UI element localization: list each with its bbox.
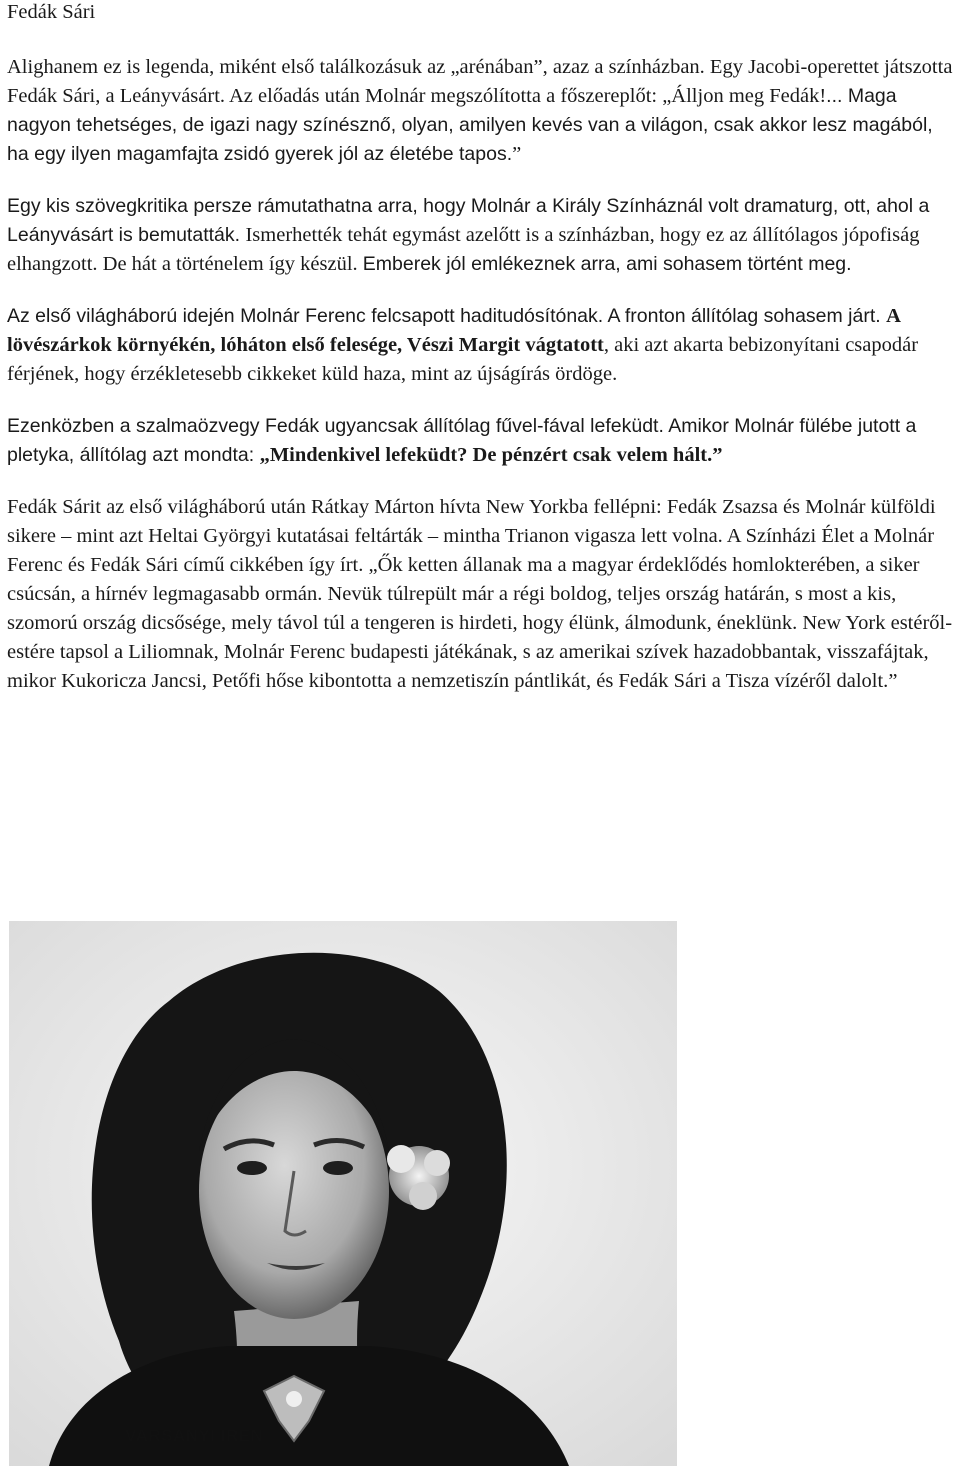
photo-caption: VARSÁNYI IRÉN bbox=[125, 1426, 264, 1445]
quote-text: ... Maga nagyon tehetséges, de igazi nagy színésznő, olyan, amilyen kevés van a világon, csak akkor lesz magából, ha egy ilyen magamfajta zsidó gyerek jól az életébe tapos. bbox=[7, 85, 933, 165]
paragraph-text: Egy kis szövegkritika persze rámutathatna arra, hogy Molnár a Király Színháznál volt dramaturg, ott, ahol a Leányvásárt is bemutatták. bbox=[7, 195, 930, 246]
paragraph-gossip bbox=[7, 412, 957, 470]
bold-quote: „Mindenkivel lefeküdt? De pénzért csak velem hált.” bbox=[259, 444, 723, 466]
paragraph-text: Alighanem ez is legenda, miként első találkozásuk az „arénában”, azaz a színházban. Egy Jacobi-operettet játszotta Fedák Sári, a Leányvásárt. Az előadás után Molnár megszólította a főszereplőt: „Álljon meg Fedák! bbox=[7, 56, 953, 107]
portrait-illustration bbox=[9, 921, 677, 1466]
paragraph-text: Fedák Sárit az első világháború után Rátkay Márton hívta New Yorkba fellépni: Fedák Zsazsa és Molnár külföldi sikere – mint azt Heltai Györgyi kutatásai feltárták – mintha Trianon vigasza lett volna. A Színházi Élet a Molnár Ferenc és Fedák Sári című cikkében így írt. „Ők ketten állanak ma a magyar érdeklődés homlokterében, a siker csúcsán, a hírnév legmagasabb ormán. Nevük túlrepült már a régi boldog, teljes ország határán, s most a kis, szomorú ország dicsősége, mely távol túl a tengeren is hirdeti, hogy élünk, álmodunk, éneklünk. New York estéről-estére tapsol a Liliomnak, Molnár Ferenc budapesti játékának, s az amerikai szívek hazadobbantak, visszafájtak, mikor Kukoricza Jancsi, Petőfi hőse kibontotta a nemzetiszín pántlikát, és Fedák Sári a Tisza vízéről dalolt. bbox=[7, 496, 953, 692]
paragraph-text: Emberek jól emlékeznek arra, ami sohasem történt meg. bbox=[362, 253, 852, 275]
paragraph-text: , aki azt akarta bebizonyítani csapodár férjének, hogy érzékletesebb cikkeket küld haza, mint az újságírás ördöge. bbox=[7, 334, 919, 385]
paragraph-text-criticism bbox=[7, 192, 957, 279]
closing-quote: ” bbox=[888, 670, 898, 692]
closing-quote: ” bbox=[512, 143, 522, 165]
paragraph-text: Ezenközben a szalmaözvegy Fedák ugyancsak állítólag fűvel-fával lefeküdt. Amikor Molnár fülébe jutott a pletyka, állítólag azt mondta: bbox=[7, 415, 917, 466]
paragraph-text: Ismerhették tehát egymást azelőtt is a színházban, hogy ez az állítólagos jópofiság elhangzott. De hát a történelem így készül. bbox=[7, 224, 920, 275]
paragraph-first-meeting bbox=[7, 53, 957, 169]
portrait-photo bbox=[9, 921, 677, 1466]
page-title: Fedák Sári bbox=[7, 1, 96, 23]
paragraph-new-york bbox=[7, 493, 957, 696]
bold-highlight: A lövészárkok környékén, lóháton első felesége, Vészi Margit vágtatott bbox=[7, 305, 900, 356]
article-body bbox=[7, 53, 957, 719]
paragraph-war-correspondent bbox=[7, 302, 957, 389]
paragraph-text: Az első világháború idején Molnár Ferenc felcsapott haditudósítónak. A fronton állítólag sohasem járt. bbox=[7, 305, 887, 327]
